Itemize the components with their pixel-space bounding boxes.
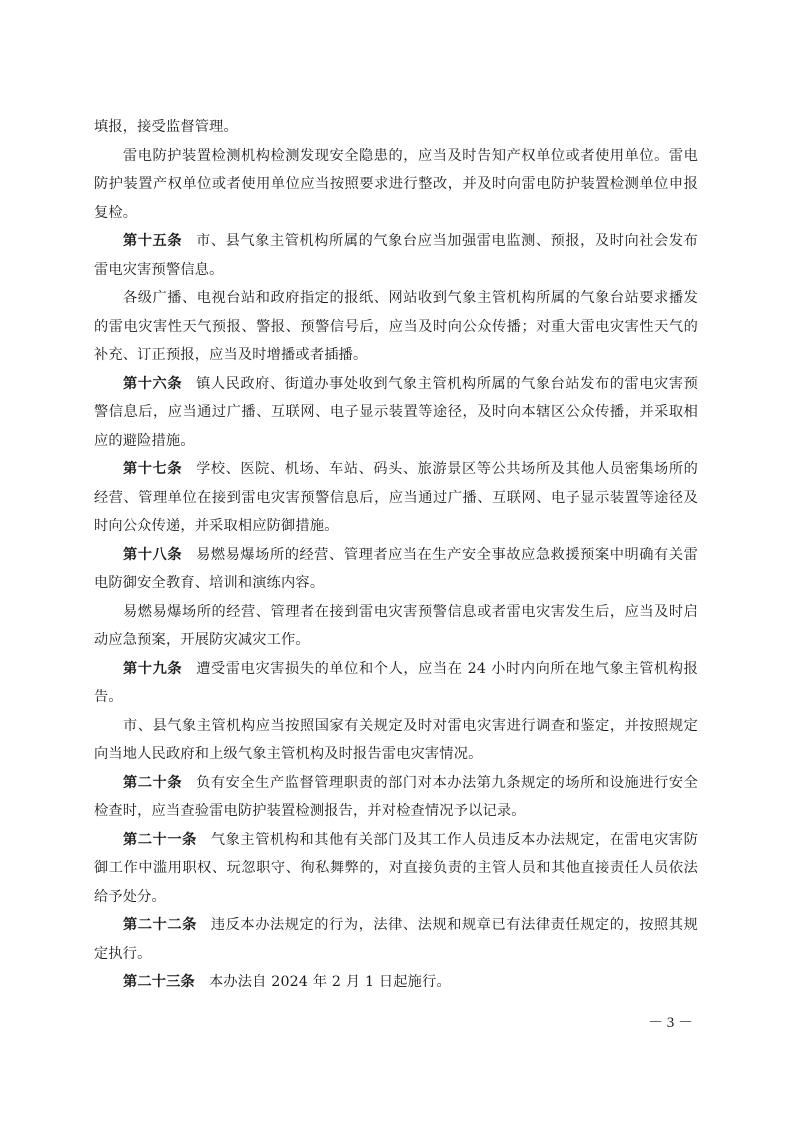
paragraph-9: 市、县气象主管机构应当按照国家有关规定及时对雷电灾害进行调查和鉴定，并按照规定向当地人民政府和上级气象主管机构及时报告雷电灾害情况。 (94, 717, 698, 762)
article-17: 第十七条 学校、医院、机场、车站、码头、旅游景区等公共场所及其他人员密集场所的经营、管理单位在接到雷电灾害预警信息后，应当通过广播、互联网、电子显示装置等途径及时向公众传递，并采取相应防御措施。 (94, 461, 698, 534)
paragraph-3: 各级广播、电视台站和政府指定的报纸、网站收到气象主管机构所属的气象台站要求播发的雷电灾害性天气预报、警报、预警信号后，应当及时向公众传播；对重大雷电灾害性天气的补充、订正预报，应当及时增播或者插播。 (94, 290, 698, 363)
article-heading: 第十八条 (123, 546, 183, 563)
paragraph-7: 易燃易爆场所的经营、管理者在接到雷电灾害预警信息或者雷电灾害发生后，应当及时启动应急预案，开展防灾减灾工作。 (94, 603, 698, 648)
article-20: 第二十条 负有安全生产监督管理职责的部门对本办法第九条规定的场所和设施进行安全检查时，应当查验雷电防护装置检测报告，并对检查情况予以记录。 (94, 774, 698, 819)
article-heading: 第二十一条 (123, 831, 197, 848)
article-21: 第二十一条 气象主管机构和其他有关部门及其工作人员违反本办法规定，在雷电灾害防御工作中滥用职权、玩忽职守、徇私舞弊的，对直接负责的主管人员和其他直接责任人员依法给予处分。 (94, 831, 698, 905)
article-23: 第二十三条 本办法自 2024 年 2 月 1 日起施行。 (123, 974, 451, 990)
article-18: 第十八条 易燃易爆场所的经营、管理者应当在生产安全事故应急救援预案中明确有关雷电防御安全教育、培训和演练内容。 (94, 546, 698, 591)
article-16: 第十六条 镇人民政府、街道办事处收到气象主管机构所属的气象台站发布的雷电灾害预警信息后，应当通过广播、互联网、电子显示装置等途径，及时向本辖区公众传播，并采取相应的避险措施。 (94, 375, 698, 449)
document-body (94, 113, 698, 997)
article-19: 第十九条 遭受雷电灾害损失的单位和个人，应当在 24 小时内向所在地气象主管机构报告。 (94, 660, 698, 705)
article-heading: 第二十条 (123, 774, 183, 791)
article-heading: 第十七条 (123, 461, 183, 477)
paragraph-1: 雷电防护装置检测机构检测发现安全隐患的，应当及时告知产权单位或者使用单位。雷电防护装置产权单位或者使用单位应当按照要求进行整改，并及时向雷电防护装置检测单位申报复检。 (94, 147, 698, 221)
page-number: － 3 － (648, 1015, 694, 1031)
article-15: 第十五条 市、县气象主管机构所属的气象台应当加强雷电监测、预报，及时向社会发布雷电灾害预警信息。 (94, 233, 698, 278)
article-heading: 第二十三条 (123, 974, 195, 990)
article-heading: 第十九条 (123, 660, 183, 677)
article-heading: 第十六条 (123, 375, 183, 392)
paragraph-0: 填报，接受监督管理。 (94, 119, 238, 135)
article-22: 第二十二条 违反本办法规定的行为，法律、法规和规章已有法律责任规定的，按照其规定执行。 (94, 917, 698, 962)
article-heading: 第二十二条 (123, 917, 197, 933)
article-heading: 第十五条 (123, 233, 183, 249)
